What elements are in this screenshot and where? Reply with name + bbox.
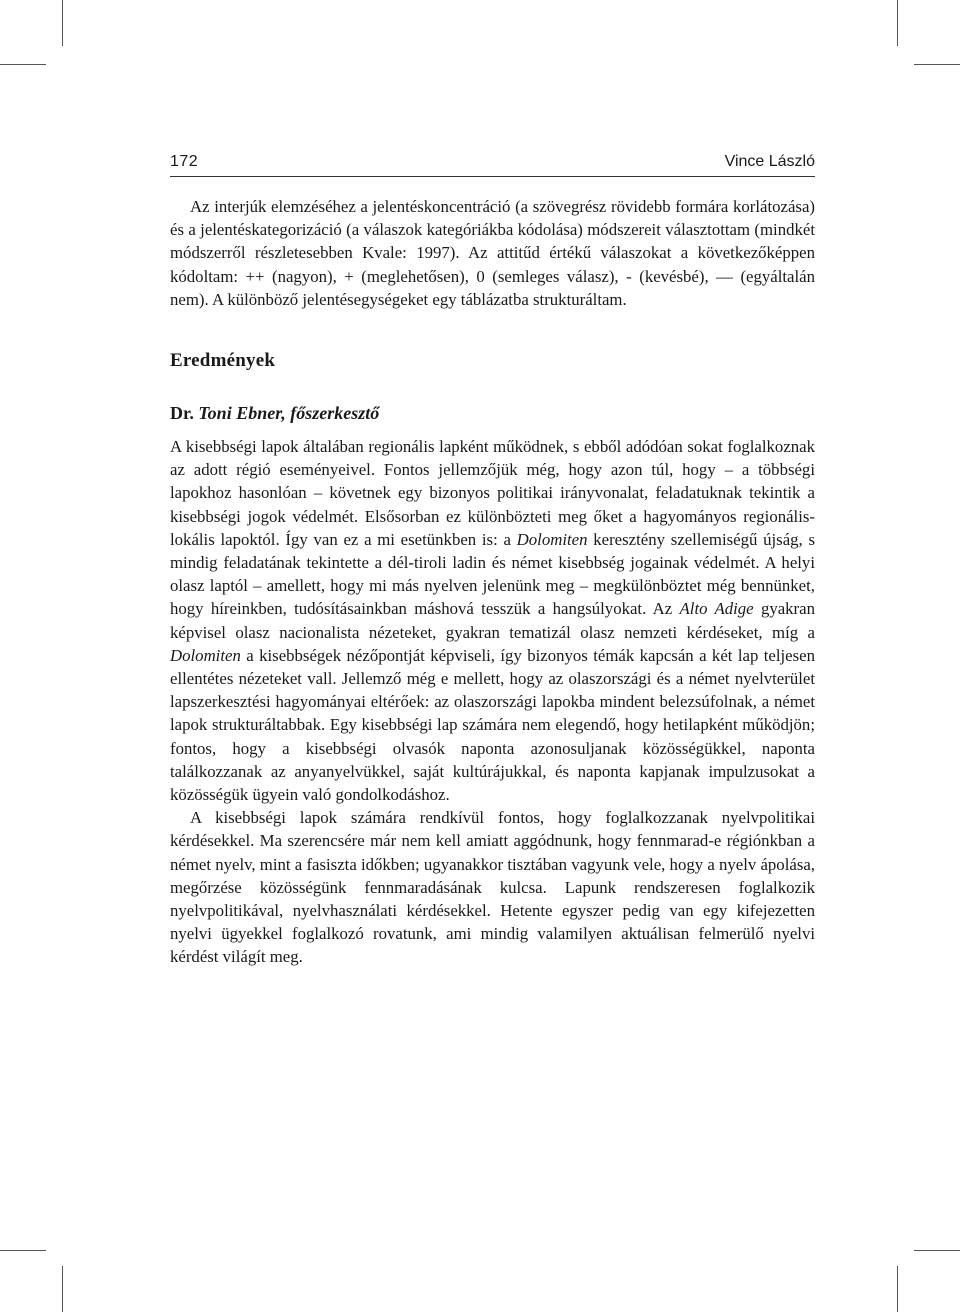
crop-mark-top-right: [897, 0, 898, 46]
crop-mark-top-right-h: [914, 64, 960, 65]
running-head-author: Vince László: [724, 153, 815, 170]
intro-paragraph: Az interjúk elemzéséhez a jelentéskoncentráció (a szövegrész rövidebb formára korlátozása) és a jelentéskategorizáció (a válaszok kategóriákba kódolása) módszereit választottam (mindkét módszerről részletesebben Kvale: 1997). Az attitűd értékű válaszokat a következőképpen kódoltam: ++ (nagyon), + (meglehetősen), 0 (semleges válasz), - (kevésbé), –– (egyáltalán nem). A különböző jelentésegységeket egy táblázatba strukturáltam.: [170, 197, 815, 309]
page-number: 172: [170, 153, 199, 170]
running-head: [170, 150, 815, 177]
crop-mark-bottom-left-h: [0, 1250, 46, 1251]
interviewee-name: Toni Ebner, főszerkesztő: [193, 403, 380, 424]
interview-heading: [170, 401, 815, 425]
section-heading: Eredmények: [170, 350, 276, 372]
page-content: [170, 195, 815, 969]
interviewee-title: Dr.: [170, 403, 194, 424]
interview-paragraph-2: A kisebbségi lapok számára rendkívül fontos, hogy foglalkozzanak nyelvpolitikai kérdésekkel. Ma szerencsére már nem kell amiatt aggódnunk, hogy fennmarad-e régiónkban a német nyelv, mint a fasiszta időkben; ugyanakkor tisztában vagyunk vele, hogy a nyelv ápolása, megőrzése közösségünk fennmaradásának kulcsa. Lapunk rendszeresen foglalkozik nyelvpolitikával, nyelvhasználati kérdésekkel. Hetente egyszer pedig van egy kifejezetten nyelvi ügyekkel foglalkozó rovatunk, ami mindig valamilyen aktuálisan felmerülő nyelvi kérdést világít meg.: [170, 808, 815, 967]
crop-mark-top-left: [62, 0, 63, 46]
p1-newspaper-alto-adige: Alto Adige: [679, 599, 754, 619]
p1-part-g: a kisebbségek nézőpontját képviseli, így bizonyos témák kapcsán a két lap teljesen ellentétes nézeteket vall. Jellemző még e mellett, hogy az olaszországi és a német nyelvterület lapszerkesztési hagyományai eltérőek: az olaszországi lapokba mindent belezsúfolnak, a német lapok strukturáltabbak. Egy kisebbségi lap számára nem elegendő, hogy hetilapként működjön; fontos, hogy a kisebbségi olvasók naponta azonosuljanak közösségükkel, naponta találkozzanak az anyanyelvükkel, saját kultúrájukkal, és naponta kapjanak impulzusokat a közösségük ügyein való gondolkodáshoz.: [170, 645, 815, 805]
p1-newspaper-dolomiten-1: Dolomiten: [516, 529, 588, 549]
crop-mark-bottom-left: [62, 1266, 63, 1312]
p1-part-c: keresztény szellemiségű újság, s mindig feladatának tekintette a dél-tiroli ladin és német kisebbség jogainak védelmét. A helyi olasz laptól – amellett, hogy mi más nyelven jelenünk meg – megkülönböztet még bennünket, hogy híreinkben, tudósításainkban máshová tesszük a hangsúlyokat. Az: [170, 529, 815, 619]
crop-mark-bottom-right-h: [914, 1250, 960, 1251]
crop-mark-top-left-h: [0, 64, 46, 65]
interview-paragraph-1: [170, 435, 815, 806]
p1-part-a: A kisebbségi lapok általában regionális lapként működnek, s ebből adódóan sokat foglalkoznak az adott régió eseményeivel. Fontos jellemzőjük még, hogy azon túl, hogy – a többségi lapokhoz hasonlóan – követnek egy bizonyos politikai irányvonalat, feladatuknak tekintik a kisebbségi jogok védelmét. Elsősorban ez különbözteti meg őket a hagyományos regionális-lokális lapoktól. Így van ez a mi esetünkben is: a: [170, 437, 815, 549]
p1-part-e: gyakran képvisel olasz nacionalista nézeteket, gyakran tematizál olasz nemzeti kérdéseket, míg a: [170, 599, 815, 642]
crop-mark-bottom-right: [897, 1266, 898, 1312]
p1-newspaper-dolomiten-2: Dolomiten: [170, 645, 241, 665]
